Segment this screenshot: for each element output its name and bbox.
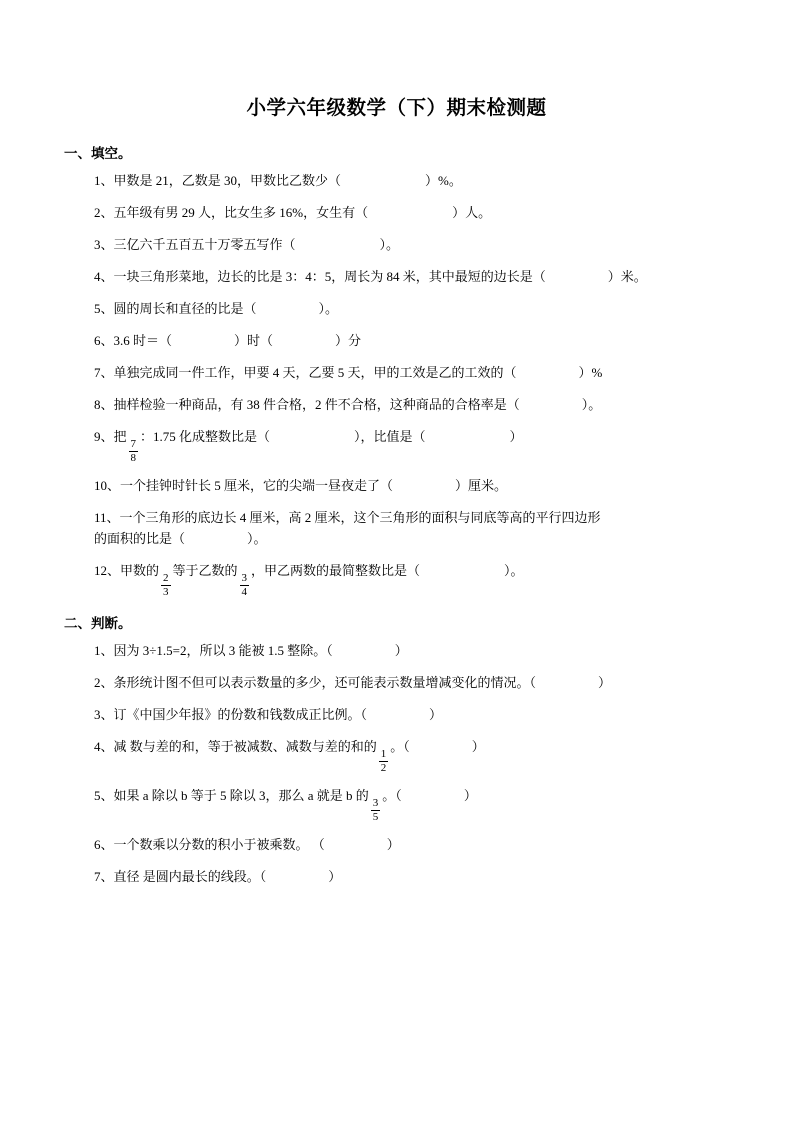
question-text: ） (328, 868, 342, 884)
answer-blank[interactable] (257, 298, 319, 319)
fraction (129, 439, 139, 464)
answer-blank[interactable] (273, 330, 335, 351)
answer-blank[interactable] (520, 394, 582, 415)
question-text: 6、一个数乘以分数的积小于被乘数。 （ (94, 836, 325, 852)
fraction-denominator: 8 (130, 452, 137, 465)
answer-blank[interactable] (410, 736, 472, 757)
fraction (161, 573, 171, 598)
question-text: ：1.75 化成整数比是（ (140, 429, 271, 445)
sections-container (62, 142, 731, 887)
question-text: 6、3.6 时＝（ (94, 333, 173, 349)
question-text: 11、一个三角形的底边长 4 厘米，高 2 厘米，这个三角形的面积与同底等高的平行四边形 (94, 510, 601, 526)
question-text: ）%。 (425, 173, 462, 188)
question-item (62, 394, 731, 415)
question-item (62, 330, 731, 351)
question-text: ） (386, 836, 400, 852)
answer-blank[interactable] (393, 475, 455, 496)
fraction-numerator: 3 (372, 796, 379, 809)
answer-blank[interactable] (368, 202, 452, 223)
question-text: 4、一块三角形菜地，边长的比是 3：4：5，周长为 84 米，其中最短的边长是（ (94, 269, 546, 285)
question-text: ）。 (581, 397, 602, 413)
question-text: 等于乙数的 (172, 563, 238, 579)
question-item (62, 234, 731, 255)
question-item (62, 704, 731, 725)
fraction-numerator: 7 (130, 438, 137, 451)
question-item (62, 672, 731, 693)
question-item (62, 736, 731, 774)
question-text: ）。 (379, 237, 400, 253)
answer-blank[interactable] (333, 640, 395, 661)
answer-blank[interactable] (402, 785, 464, 806)
question-text: ，甲乙两数的最简整数比是（ (251, 563, 421, 579)
fraction-numerator: 1 (380, 747, 387, 760)
question-text: 4、减 数与差的和，等于被减数、减数与差的和的 (94, 739, 377, 755)
question-text: 2、条形统计图不但可以表示数量的多少，还可能表示数量增减变化的情况。（ (94, 675, 537, 690)
question-text: 1、因为 3÷1.5=2，所以 3 能被 1.5 整除。（ (94, 642, 333, 658)
fraction-denominator: 4 (241, 585, 248, 598)
question-item (62, 785, 731, 823)
question-item (62, 475, 731, 496)
question-text: 3、订《中国少年报》的份数和钱数成正比例。（ (94, 707, 368, 723)
question-text: ） (429, 707, 443, 723)
answer-blank[interactable] (546, 266, 608, 287)
answer-blank[interactable] (296, 234, 380, 255)
question-text: 3、三亿六千五百五十万零五写作（ (94, 237, 296, 253)
question-text: 5、圆的周长和直径的比是（ (94, 301, 257, 317)
question-text: 9、把 (94, 429, 127, 445)
answer-blank[interactable] (172, 330, 234, 351)
answer-blank[interactable] (517, 362, 579, 383)
answer-blank[interactable] (341, 170, 425, 191)
fraction (371, 798, 381, 823)
question-text: ）分 (335, 333, 362, 349)
question-text: ）厘米。 (455, 478, 508, 494)
answer-blank[interactable] (367, 704, 429, 725)
question-text: ） (509, 429, 523, 445)
question-text: ），比值是（ (354, 429, 426, 445)
question-text: ）% (578, 365, 603, 381)
fraction (240, 573, 250, 598)
question-item (62, 507, 731, 549)
question-text: 。（ (390, 739, 410, 755)
question-text: 7、单独完成同一件工作，甲要 4 天，乙要 5 天，甲的工效是乙的工效的（ (94, 365, 517, 381)
question-text: ） (598, 675, 612, 690)
question-text: 2、五年级有男 29 人，比女生多 16%，女生有（ (94, 205, 369, 221)
answer-blank[interactable] (185, 528, 247, 549)
question-text: ） (471, 739, 485, 755)
answer-blank[interactable] (325, 834, 387, 855)
question-text: ） (463, 787, 477, 803)
question-item (62, 298, 731, 319)
section-heading: 一、填空。 (64, 146, 132, 161)
question-text: 1、甲数是 21，乙数是 30，甲数比乙数少（ (94, 173, 342, 188)
question-text: 。（ (382, 787, 402, 803)
fraction (379, 749, 389, 774)
page-title: 小学六年级数学（下）期末检测题 (246, 98, 547, 119)
question-item (62, 426, 731, 464)
answer-blank[interactable] (536, 672, 598, 693)
fraction-numerator: 3 (241, 571, 248, 584)
question-text: 10、一个挂钟时针长 5 厘米，它的尖端一昼夜走了（ (94, 478, 394, 494)
question-item (62, 362, 731, 383)
question-item (62, 202, 731, 223)
question-item (62, 834, 731, 855)
question-text: ）。 (504, 563, 524, 579)
question-text: 7、直径 是圆内最长的线段。（ (94, 868, 267, 884)
fraction-numerator: 2 (163, 571, 169, 584)
question-text: ） (394, 642, 408, 658)
question-item (62, 266, 731, 287)
question-text: 5、如果 a 除以 b 等于 5 除以 3，那么 a 就是 b 的 (94, 787, 369, 803)
question-text: 的面积的比是（ (94, 531, 186, 547)
fraction-denominator: 3 (163, 585, 169, 598)
fraction-denominator: 5 (372, 810, 379, 823)
question-item (62, 640, 731, 661)
answer-blank[interactable] (426, 426, 510, 447)
question-item (62, 170, 731, 191)
answer-blank[interactable] (270, 426, 354, 447)
section-heading: 二、判断。 (64, 615, 132, 631)
question-text: ）。 (247, 531, 267, 547)
question-text: ）人。 (452, 205, 492, 221)
question-text: 12、甲数的 (94, 563, 160, 579)
question-text: 8、抽样检验一种商品，有 38 件合格，2 件不合格，这种商品的合格率是（ (94, 397, 520, 413)
question-text: ）时（ (234, 333, 274, 349)
answer-blank[interactable] (420, 560, 504, 581)
question-text: ）。 (318, 301, 339, 317)
question-item (62, 560, 731, 598)
fraction-denominator: 2 (380, 761, 387, 774)
question-text: ）米。 (607, 269, 647, 285)
question-item (62, 866, 731, 887)
answer-blank[interactable] (266, 866, 328, 887)
